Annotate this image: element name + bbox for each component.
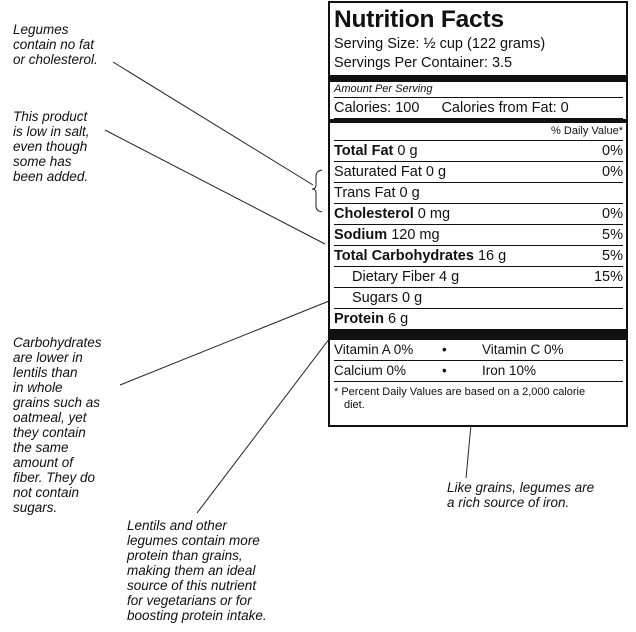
- saturated-fat-dv: 0%: [602, 164, 623, 180]
- annotation-legumes-fat: Legumes contain no fat or cholesterol.: [13, 22, 98, 67]
- total-fat-amount: 0 g: [397, 143, 418, 159]
- total-carbs-row: [334, 246, 623, 267]
- sodium-row: [334, 225, 623, 246]
- sodium-dv: 5%: [602, 227, 623, 243]
- sugars-row: [334, 288, 623, 309]
- sodium-name: Sodium: [334, 227, 388, 243]
- annotation-salt: This product is low in salt, even though some has been added.: [13, 109, 90, 184]
- fiber-row: [334, 267, 623, 288]
- calories-row: [334, 98, 623, 119]
- cholesterol-dv: 0%: [602, 206, 623, 222]
- total-fat-name: Total Fat: [334, 143, 394, 159]
- calories-from-fat: Calories from Fat: 0: [441, 100, 569, 116]
- annotation-iron: Like grains, legumes are a rich source of iron.: [447, 480, 595, 510]
- label-title: Nutrition Facts: [334, 6, 504, 33]
- annotation-protein: Lentils and other legumes contain more protein than grains, making them an ideal source of this nutrient for vegetarians or for boosting protein intake.: [127, 518, 267, 623]
- vitamin-row-2: [334, 361, 623, 382]
- trans-fat-name: Trans Fat 0 g: [334, 185, 420, 201]
- vitamin-row-1: [334, 340, 623, 361]
- footnote-line-1: * Percent Daily Values are based on a 2,000 calorie: [334, 386, 586, 398]
- protein-name: Protein: [334, 311, 384, 327]
- cholesterol-row: [334, 204, 623, 225]
- vitamin-a: Vitamin A 0%: [334, 342, 414, 357]
- annotation-carbohydrates: Carbohydrates are lower in lentils than in whole grains such as oatmeal, yet they contain the same amount of fiber. They do not contain sugars.: [13, 335, 102, 515]
- bullet-icon: •: [442, 363, 447, 378]
- footnote: [334, 382, 623, 412]
- sodium-amount: 120 mg: [391, 227, 440, 243]
- protein-row: [334, 309, 623, 329]
- divider-thick: [330, 75, 626, 82]
- fiber-dv: 15%: [593, 269, 623, 285]
- saturated-fat-name: Saturated Fat 0 g: [334, 164, 447, 180]
- serving-size: Serving Size: ½ cup (122 grams): [334, 36, 546, 52]
- footnote-line-2: diet.: [344, 399, 365, 411]
- protein-amount: 6 g: [387, 311, 409, 327]
- total-fat-row: [334, 141, 623, 162]
- total-carbs-dv: 5%: [602, 248, 623, 264]
- saturated-fat-row: [334, 162, 623, 183]
- vitamin-c: Vitamin C 0%: [482, 342, 564, 357]
- trans-fat-row: [334, 183, 623, 204]
- iron: Iron 10%: [482, 363, 537, 378]
- fiber-name: Dietary Fiber 4 g: [352, 269, 460, 285]
- amount-per-serving: Amount Per Serving: [334, 82, 623, 98]
- cholesterol-name: Cholesterol: [334, 206, 414, 222]
- cholesterol-amount: 0 mg: [417, 206, 451, 222]
- bullet-icon: •: [442, 342, 447, 357]
- daily-value-header: % Daily Value*: [334, 123, 623, 141]
- total-carbs-name: Total Carbohydrates: [334, 248, 474, 264]
- calcium: Calcium 0%: [334, 363, 407, 378]
- divider-heavy: [330, 329, 626, 340]
- nutrition-facts-label: [328, 1, 628, 427]
- total-carbs-amount: 16 g: [477, 248, 507, 264]
- calories: Calories: 100: [334, 100, 420, 116]
- total-fat-dv: 0%: [602, 143, 623, 159]
- sugars-name: Sugars 0 g: [352, 290, 423, 306]
- servings-per-container: Servings Per Container: 3.5: [334, 55, 513, 71]
